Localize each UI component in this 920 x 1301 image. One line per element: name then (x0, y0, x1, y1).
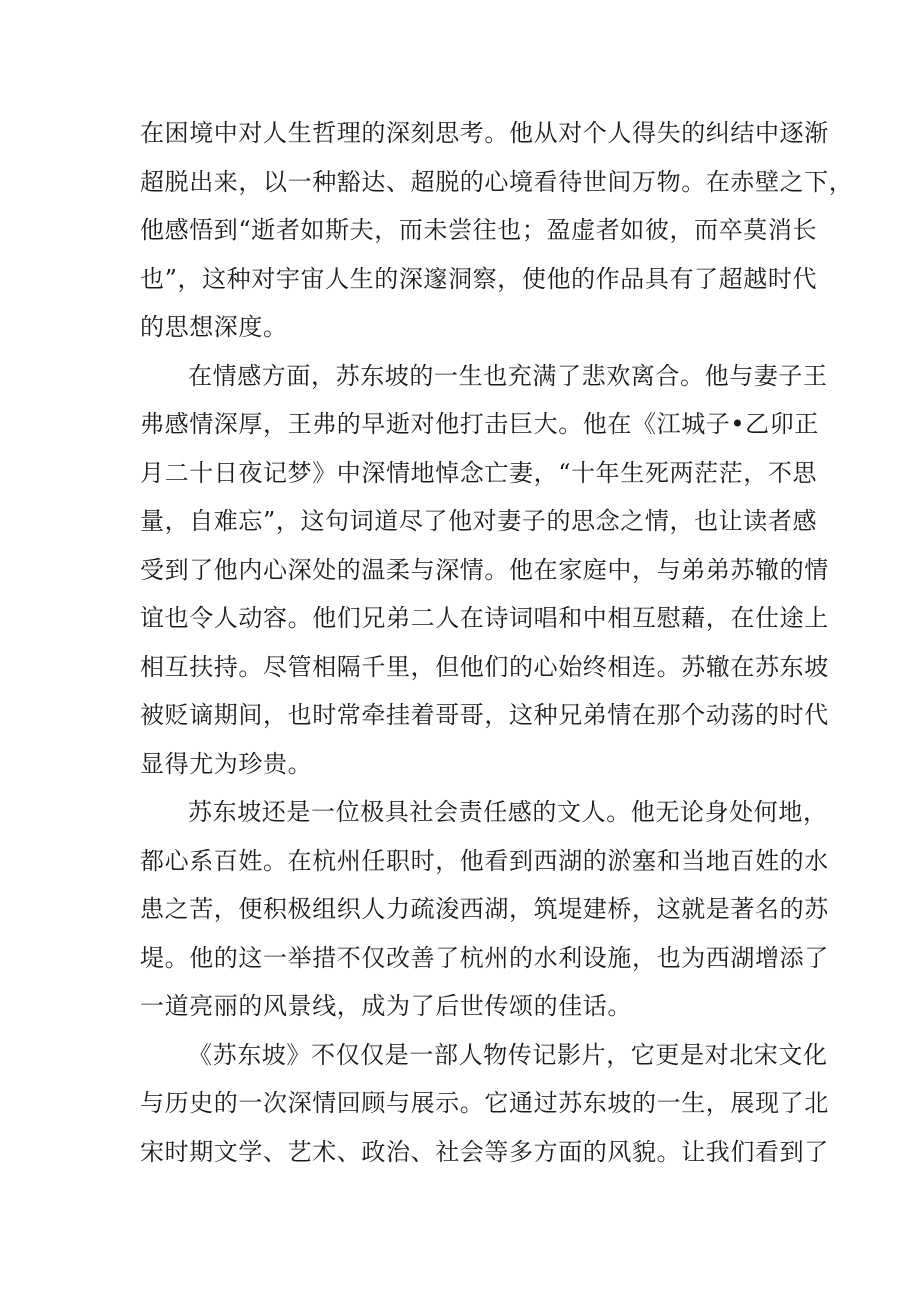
text-line: 的思想深度。 (140, 313, 288, 341)
text-line: 也”，这种对宇宙人生的深邃洞察，使他的作品具有了超越时代 (140, 264, 818, 293)
text-line: 量，自难忘”，这句词道尽了他对妻子的思念之情，也让读者感 (140, 507, 818, 535)
paragraph-1 (140, 109, 854, 352)
text-line: 一道亮丽的风景线，成为了后世传颂的佳话。 (140, 992, 632, 1020)
text-line: 月二十日夜记梦》中深情地悼念亡妻，“十年生死两茫茫，不思 (140, 458, 818, 487)
text-line: 与历史的一次深情回顾与展示。它通过苏东坡的一生，展现了北 (140, 1089, 829, 1117)
body-text (140, 109, 854, 1176)
text-line: 《苏东坡》不仅仅是一部人物传记影片，它更是对北宋文化 (188, 1040, 828, 1069)
text-line: 谊也令人动容。他们兄弟二人在诗词唱和中相互慰藉，在仕途上 (140, 604, 829, 632)
text-line: 受到了他内心深处的温柔与深情。他在家庭中，与弟弟苏辙的情 (140, 555, 829, 584)
text-line: 在情感方面，苏东坡的一生也充满了悲欢离合。他与妻子王 (188, 361, 828, 390)
text-line: 被贬谪期间，也时常牵挂着哥哥，这种兄弟情在那个动荡的时代 (140, 701, 829, 729)
text-line: 都心系百姓。在杭州任职时，他看到西湖的淤塞和当地百姓的水 (140, 846, 829, 875)
text-line: 显得尤为珍贵。 (140, 749, 313, 778)
text-line: 堤。他的这一举措不仅改善了杭州的水利设施，也为西湖增添了 (140, 943, 829, 972)
text-line: 他感悟到“逝者如斯夫，而未尝往也；盈虚者如彼，而卒莫消长 (140, 216, 818, 244)
paragraph-3 (140, 788, 829, 1031)
paragraph-2 (140, 352, 829, 789)
paragraph-4 (140, 1031, 829, 1177)
text-line: 相互扶持。尽管相隔千里，但他们的心始终相连。苏辙在苏东坡 (140, 652, 829, 681)
text-line: 弗感情深厚，王弗的早逝对他打击巨大。他在《江城子•乙卯正 (140, 410, 819, 438)
text-line: 在困境中对人生哲理的深刻思考。他从对个人得失的纠结中逐渐 (140, 119, 829, 147)
text-line: 宋时期文学、艺术、政治、社会等多方面的风貌。让我们看到了 (140, 1137, 829, 1166)
text-line: 超脱出来，以一种豁达、超脱的心境看待世间万物。在赤壁之下， (140, 167, 854, 196)
text-line: 苏东坡还是一位极具社会责任感的文人。他无论身处何地， (188, 798, 828, 826)
text-line: 患之苦，便积极组织人力疏浚西湖，筑堤建桥，这就是著名的苏 (140, 895, 829, 923)
